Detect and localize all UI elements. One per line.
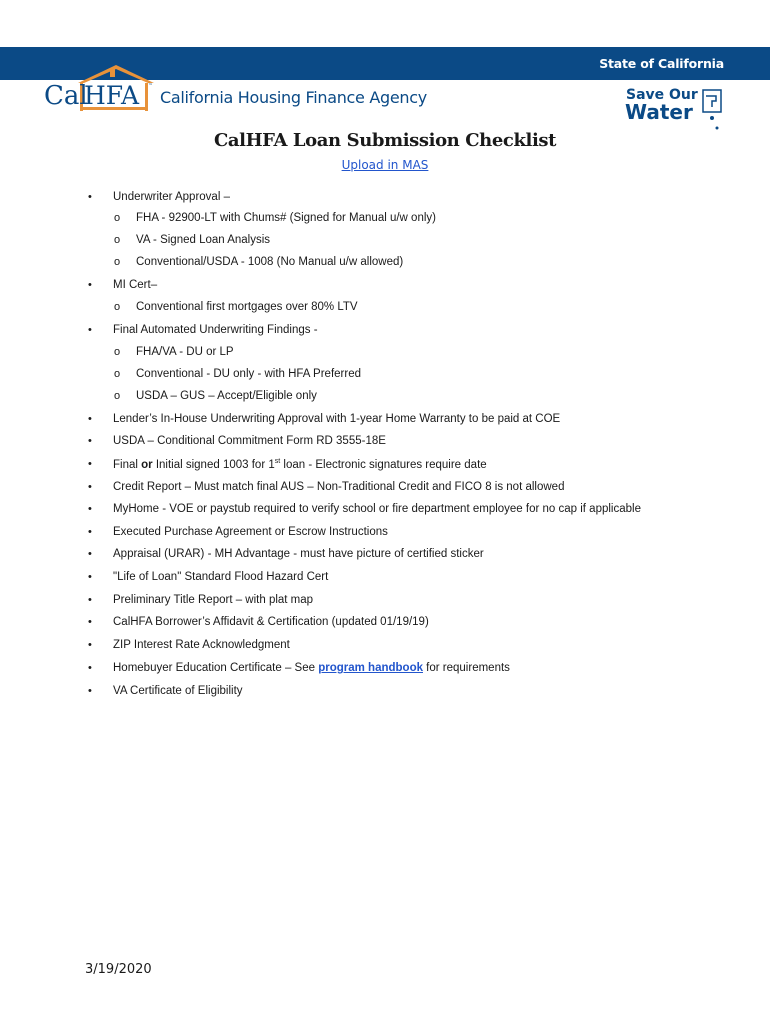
- item-text: Final Automated Underwriting Findings -: [113, 324, 318, 336]
- bullet-icon: •: [88, 662, 92, 674]
- bullet-icon: •: [88, 526, 92, 538]
- logo-hfa-text: HFA: [84, 81, 140, 110]
- item-text: "Life of Loan" Standard Flood Hazard Cert: [113, 571, 329, 583]
- bullet-icon: •: [88, 435, 92, 447]
- item-text: Executed Purchase Agreement or Escrow Instructions: [113, 526, 388, 538]
- bullet-icon: •: [88, 594, 92, 606]
- state-label: State of California: [599, 56, 724, 71]
- item-text: Conventional - DU only - with HFA Preferred: [136, 368, 361, 380]
- page-title: CalHFA Loan Submission Checklist: [213, 130, 557, 151]
- or-emphasis: or: [141, 458, 153, 471]
- item-text: Credit Report – Must match final AUS – Non-Traditional Credit and FICO 8 is not allowed: [113, 481, 565, 493]
- bullet-icon: •: [88, 571, 92, 583]
- item-text: FHA/VA - DU or LP: [136, 346, 234, 358]
- item-text: CalHFA Borrower’s Affidavit & Certification (updated 01/19/19): [113, 616, 429, 628]
- item-text: Preliminary Title Report – with plat map: [113, 594, 314, 606]
- item-text: USDA – Conditional Commitment Form RD 3555-18E: [113, 435, 386, 447]
- item-text: FHA - 92900-LT with Chums# (Signed for Manual u/w only): [136, 212, 436, 224]
- bullet-icon: •: [88, 413, 92, 425]
- bullet-icon: •: [88, 481, 92, 493]
- item-text: MyHome - VOE or paystub required to verify school or fire department employee for no cap if applicable: [113, 503, 641, 515]
- item-text: Lender’s In-House Underwriting Approval with 1-year Home Warranty to be paid at COE: [113, 413, 561, 425]
- item-text: Appraisal (URAR) - MH Advantage - must have picture of certified sticker: [113, 548, 484, 560]
- upload-in-mas-link[interactable]: Upload in MAS: [341, 158, 429, 172]
- sub-bullet-icon: o: [114, 256, 121, 268]
- footer-date: 3/19/2020: [85, 962, 152, 977]
- water-drop-icon: [710, 116, 714, 120]
- bullet-icon: •: [88, 685, 92, 697]
- water-text: Water: [625, 100, 693, 124]
- item-text: VA - Signed Loan Analysis: [136, 234, 271, 246]
- item-text: Underwriter Approval –: [113, 191, 230, 203]
- bullet-icon: •: [88, 503, 92, 515]
- save-our-text: Save Our: [626, 87, 698, 103]
- logo-cal-text: Cal: [44, 81, 88, 111]
- bullet-icon: •: [88, 191, 92, 203]
- upload-link-row: [0, 158, 770, 172]
- sub-bullet-icon: o: [114, 234, 121, 246]
- item-text: Final or Initial signed 1003 for 1st loan - Electronic signatures require date: [113, 458, 487, 471]
- bullet-icon: •: [88, 324, 92, 336]
- item-text: MI Cert–: [113, 279, 158, 291]
- sub-bullet-icon: o: [114, 346, 121, 358]
- bullet-icon: •: [88, 548, 92, 560]
- item-text: Homebuyer Education Certificate – See program handbook for requirements: [113, 662, 510, 674]
- sub-bullet-icon: o: [114, 368, 121, 380]
- item-text: ZIP Interest Rate Acknowledgment: [113, 639, 290, 651]
- sub-bullet-icon: o: [114, 212, 121, 224]
- item-text: VA Certificate of Eligibility: [113, 685, 243, 697]
- save-our-water-logo: [624, 84, 734, 134]
- sub-bullet-icon: o: [114, 301, 121, 313]
- agency-name: California Housing Finance Agency: [160, 88, 427, 107]
- svg-text:™: ™: [148, 83, 153, 89]
- item-text: USDA – GUS – Accept/Eligible only: [136, 390, 317, 402]
- bullet-icon: •: [88, 458, 92, 470]
- item-text: Conventional/USDA - 1008 (No Manual u/w allowed): [136, 256, 404, 268]
- bullet-icon: •: [88, 639, 92, 651]
- bullet-icon: •: [88, 279, 92, 291]
- item-text: Conventional first mortgages over 80% LTV: [136, 301, 358, 313]
- sub-bullet-icon: o: [114, 390, 121, 402]
- program-handbook-link[interactable]: program handbook: [318, 662, 423, 674]
- bullet-icon: •: [88, 616, 92, 628]
